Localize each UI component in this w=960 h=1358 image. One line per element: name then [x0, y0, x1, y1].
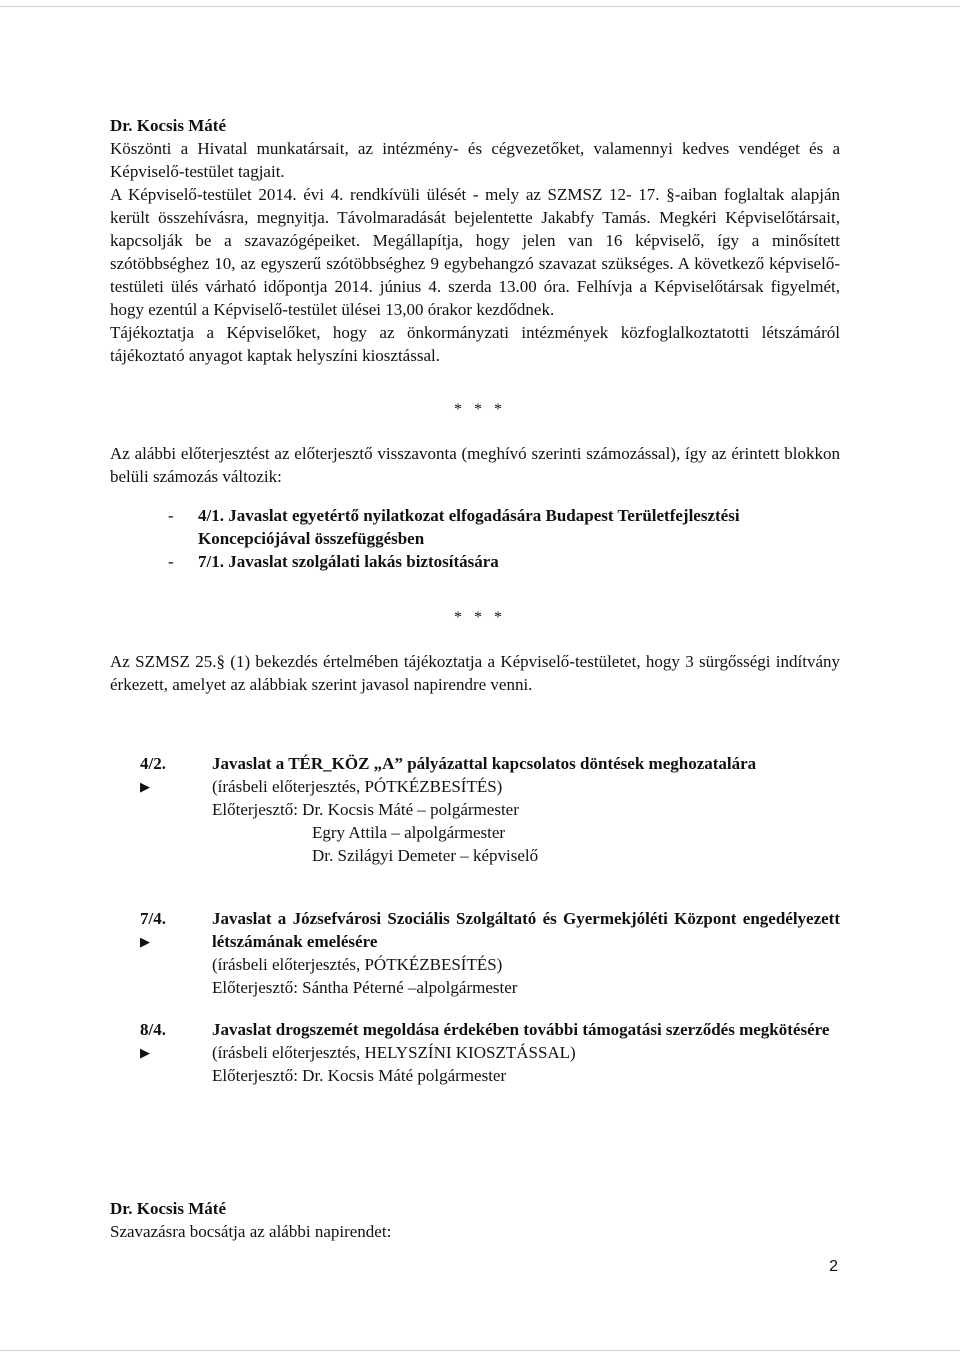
presenter-name: Egry Attila – alpolgármester: [312, 823, 506, 842]
withdrawn-item: [168, 550, 848, 573]
agenda-type: (írásbeli előterjesztés, PÓTKÉZBESÍTÉS): [212, 777, 503, 796]
presenter-label: Előterjesztő:: [212, 1066, 298, 1085]
presenter-name: Dr. Kocsis Máté – polgármester: [302, 800, 519, 819]
agenda-item: [140, 1018, 840, 1087]
closing-section: [110, 1197, 840, 1243]
agenda-number: 4/2.: [140, 754, 166, 773]
page-number: 2: [829, 1258, 838, 1275]
intro-opening: A Képviselő-testület 2014. évi 4. rendkívüli ülését - mely az SZMSZ 12- 17. §-aiban foglaltak alapján került összehívásra, megnyitja. Távolmaradását bejelentette Jakabfy Tamás. Megkéri Képviselőtársait, kapcsolják be a szavazógépeiket. Megállapítja, hogy jelen van 16 képviselő, így a minősített szótöbbséghez 10, az egyszerű szótöbbséghez 9 egybehangzó szavazat szükséges. A következő képviselő-testületi ülés várható időpontja 2014. június 4. szerda 13.00 óra. Felhívja a Képviselőtársak figyelmét, hogy ezentúl a Képviselő-testület ülései 13,00 órakor kezdődnek.: [110, 185, 840, 319]
withdrawn-item: [168, 504, 848, 550]
urgent-text: Az SZMSZ 25.§ (1) bekezdés értelmében tájékoztatja a Képviselő-testületet, hogy 3 sürgősségi indítvány érkezett, amelyet az alábbiak szerint javasol napirendre venni.: [110, 652, 840, 694]
closing-speaker: Dr. Kocsis Máté: [110, 1199, 226, 1218]
separator-stars-2: * * *: [454, 609, 506, 626]
presenter-label: Előterjesztő:: [212, 800, 298, 819]
scan-top-edge: [0, 6, 960, 7]
agenda-type: (írásbeli előterjesztés, HELYSZÍNI KIOSZTÁSSAL): [212, 1043, 576, 1062]
withdrawn-list: [168, 504, 848, 573]
presenter-label: Előterjesztő:: [212, 978, 298, 997]
separator-stars-1: * * *: [454, 401, 506, 418]
intro-speaker: Dr. Kocsis Máté: [110, 116, 226, 135]
agenda-title: Javaslat a TÉR_KÖZ „A” pályázattal kapcsolatos döntések meghozatalára: [212, 754, 757, 773]
arrow-right-icon: ▶: [140, 779, 150, 794]
intro-section: [110, 114, 840, 367]
intro-greeting: Köszönti a Hivatal munkatársait, az intézmény- és cégvezetőket, valamennyi kedves vendéget és a Képviselő-testület tagjait.: [110, 139, 840, 181]
intro-info: Tájékoztatja a Képviselőket, hogy az önkormányzati intézmények közfoglalkoztatotti létszámáról tájékoztató anyagot kaptak helyszíni kiosztással.: [110, 323, 840, 365]
agenda-number: 7/4.: [140, 909, 166, 928]
scan-bottom-edge: [0, 1350, 960, 1351]
agenda-title: Javaslat a Józsefvárosi Szociális Szolgáltató és Gyermekjóléti Központ engedélyezett létszámának emelésére: [212, 909, 840, 951]
arrow-right-icon: ▶: [140, 1045, 150, 1060]
agenda-item: [140, 752, 840, 867]
agenda-title: Javaslat drogszemét megoldása érdekében további támogatási szerződés megkötésére: [212, 1020, 830, 1039]
presenter-name: Dr. Kocsis Máté polgármester: [302, 1066, 507, 1085]
agenda-number: 8/4.: [140, 1020, 166, 1039]
agenda-item: [140, 907, 840, 999]
agenda-presenter: [212, 976, 840, 999]
agenda-presenter: [212, 798, 840, 821]
withdrawn-item-text: 4/1. Javaslat egyetértő nyilatkozat elfogadására Budapest Területfejlesztési Koncepciójával összefüggésben: [198, 506, 740, 548]
agenda-type: (írásbeli előterjesztés, PÓTKÉZBESÍTÉS): [212, 955, 503, 974]
list-dash: -: [168, 552, 174, 571]
arrow-right-icon: ▶: [140, 934, 150, 949]
presenter-name: Dr. Szilágyi Demeter – képviselő: [312, 846, 539, 865]
list-dash: -: [168, 506, 174, 525]
presenter-name: Sántha Péterné –alpolgármester: [302, 978, 518, 997]
withdrawn-text: Az alábbi előterjesztést az előterjesztő visszavonta (meghívó szerinti számozással), így az érintett blokkon belüli számozás változik:: [110, 444, 840, 486]
withdrawn-item-text: 7/1. Javaslat szolgálati lakás biztosítására: [198, 552, 499, 571]
closing-text: Szavazásra bocsátja az alábbi napirendet:: [110, 1222, 392, 1241]
agenda-presenter: [212, 1064, 840, 1087]
